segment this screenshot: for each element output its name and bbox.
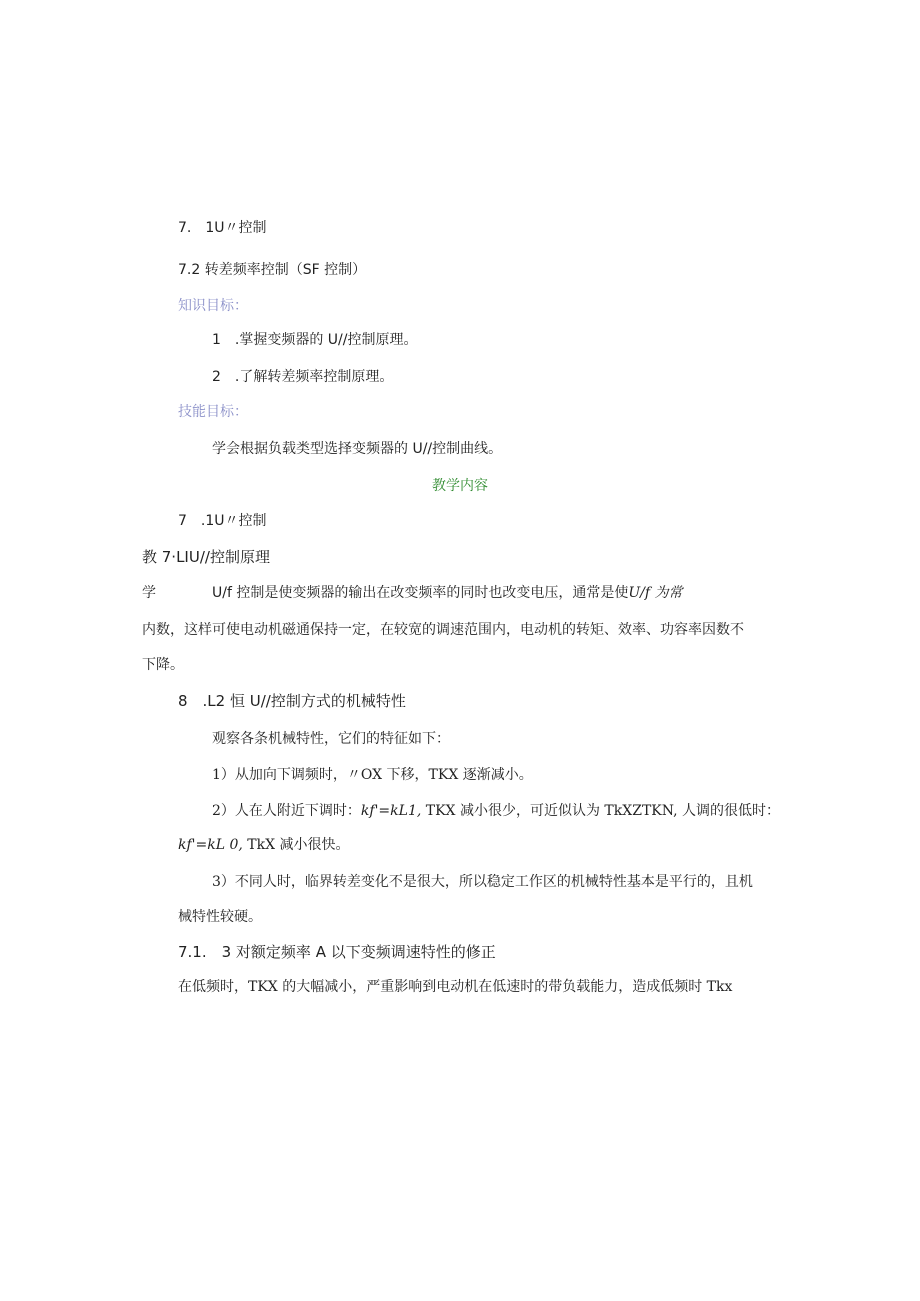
paragraph-1-line-2: 内数，这样可使电动机磁通保持一定，在较宽的调速范围内，电动机的转矩、效率、功容率因数不: [142, 622, 744, 638]
paragraph-2-item-1: 1）从加向下调频时，〃OX 下移，TKX 逐渐减小。: [212, 767, 533, 783]
paragraph-3-text: 在低频时，TKX 的大幅减小，严重影响到电动机在低速时的带负载能力，造成低频时 Tkx: [178, 979, 733, 995]
content-title: 教学内容: [432, 478, 488, 494]
item-2-formula-2: kf'=kL 0,: [178, 837, 243, 853]
toc-item-2: 7.2 转差频率控制（SF 控制）: [178, 262, 367, 278]
skill-goals-label: 技能目标：: [178, 404, 248, 420]
paragraph-2-item-2: [212, 802, 780, 820]
knowledge-goal-1: 1 .掌握变频器的 U//控制原理。: [212, 332, 418, 348]
subsection-3-title: 7.1. 3 对额定频率 A 以下变频调速特性的修正: [178, 943, 496, 961]
item-2-formula-1: kf'=kL1,: [360, 803, 422, 819]
paragraph-1-prefix: 学: [142, 585, 156, 601]
item-2-part-e: TkX 减小很快。: [242, 837, 350, 853]
subsection-1-title: 教 7·LIU//控制原理: [142, 548, 270, 566]
section-heading: 7 .1U〃控制: [178, 513, 267, 529]
toc-item-1: 7. 1U〃控制: [178, 220, 267, 236]
paragraph-1-line-3: 下降。: [142, 657, 184, 673]
paragraph-2-item-3-cont: 械特性较硬。: [178, 909, 262, 925]
knowledge-goals-label: 知识目标：: [178, 298, 248, 314]
item-2-part-a: 2）人在人附近下调时：: [212, 803, 361, 819]
paragraph-1-italic: U/f 为常: [628, 585, 683, 601]
knowledge-goal-2: 2 .了解转差频率控制原理。: [212, 369, 394, 385]
paragraph-2-intro: 观察各条机械特性，它们的特征如下：: [212, 731, 450, 747]
paragraph-1-line-1: [212, 584, 683, 602]
paragraph-2-item-2-cont: [178, 836, 350, 854]
skill-goal-1: 学会根据负载类型选择变频器的 U//控制曲线。: [212, 441, 503, 457]
subsection-2-title: 8 .L2 恒 U//控制方式的机械特性: [178, 692, 406, 710]
paragraph-1-text: U/f 控制是使变频器的输出在改变频率的同时也改变电压，通常是使: [212, 585, 629, 601]
paragraph-2-item-3: 3）不同人时，临界转差变化不是很大，所以稳定工作区的机械特性基本是平行的，且机: [212, 874, 753, 890]
item-2-part-c: TKX 减小很少，可近似认为 TkXZTKN, 人调的很低时：: [421, 803, 780, 819]
